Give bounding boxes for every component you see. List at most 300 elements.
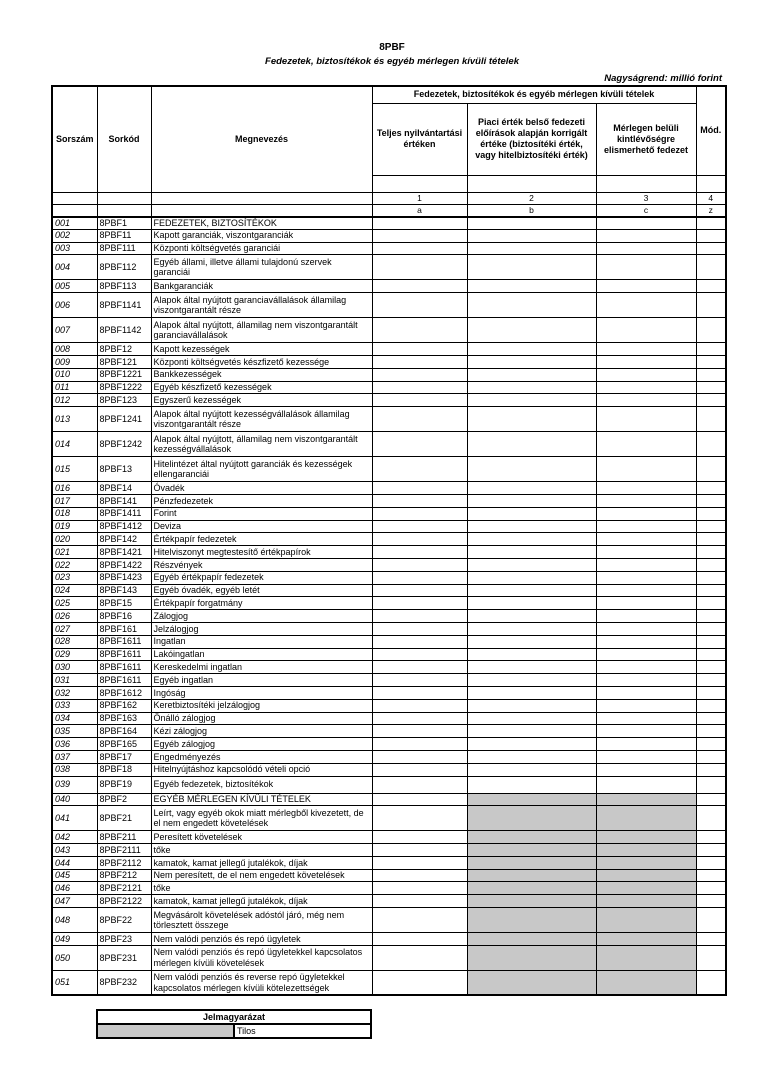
table-row — [52, 725, 726, 738]
row-number: 042 — [52, 831, 97, 844]
cell-mod[interactable] — [696, 494, 726, 507]
cell-col2[interactable] — [467, 242, 596, 255]
cell-mod[interactable] — [696, 597, 726, 610]
table-row — [52, 355, 726, 368]
row-number: 044 — [52, 856, 97, 869]
header-gap — [596, 175, 696, 192]
cell-mod[interactable] — [696, 343, 726, 356]
cell-col2[interactable] — [467, 407, 596, 432]
cell-mod[interactable] — [696, 610, 726, 623]
cell-col1[interactable] — [372, 432, 467, 457]
row-code: 8PBF2121 — [97, 882, 151, 895]
cell-col2 — [467, 882, 596, 895]
cell-col1[interactable] — [372, 674, 467, 687]
cell-col1[interactable] — [372, 407, 467, 432]
header-gap — [696, 175, 726, 192]
cell-col3[interactable] — [596, 763, 696, 776]
cell-col3[interactable] — [596, 610, 696, 623]
col-letter: c — [596, 204, 696, 217]
cell-col3[interactable] — [596, 725, 696, 738]
cell-col2[interactable] — [467, 355, 596, 368]
cell-col3[interactable] — [596, 674, 696, 687]
cell-col3[interactable] — [596, 343, 696, 356]
cell-col1[interactable] — [372, 558, 467, 571]
row-name: Peresített követelések — [151, 831, 372, 844]
row-name: Hitelnyújtáshoz kapcsolódó vételi opció — [151, 763, 372, 776]
cell-col2 — [467, 844, 596, 857]
row-code: 8PBF1241 — [97, 407, 151, 432]
cell-col2 — [467, 793, 596, 806]
cell-col1[interactable] — [372, 255, 467, 280]
cell-col1[interactable] — [372, 394, 467, 407]
cell-mod[interactable] — [696, 661, 726, 674]
cell-col2 — [467, 970, 596, 995]
cell-mod[interactable] — [696, 725, 726, 738]
cell-col2[interactable] — [467, 507, 596, 520]
row-code: 8PBF2 — [97, 793, 151, 806]
cell-col2[interactable] — [467, 750, 596, 763]
row-number: 005 — [52, 280, 97, 293]
cell-mod[interactable] — [696, 635, 726, 648]
cell-col2[interactable] — [467, 533, 596, 546]
table-row — [52, 686, 726, 699]
row-name: Ingóság — [151, 686, 372, 699]
row-name: Egyéb fedezetek, biztosítékok — [151, 776, 372, 793]
cell-col3 — [596, 933, 696, 946]
row-code: 8PBF1422 — [97, 558, 151, 571]
cell-col2 — [467, 908, 596, 933]
cell-col2[interactable] — [467, 584, 596, 597]
cell-col3 — [596, 970, 696, 995]
cell-col3[interactable] — [596, 622, 696, 635]
cell-mod[interactable] — [696, 933, 726, 946]
cell-col3[interactable] — [596, 507, 696, 520]
row-number: 035 — [52, 725, 97, 738]
cell-col2 — [467, 806, 596, 831]
cell-col3[interactable] — [596, 648, 696, 661]
cell-mod[interactable] — [696, 793, 726, 806]
row-name: Kézi zálogjog — [151, 725, 372, 738]
cell-mod[interactable] — [696, 255, 726, 280]
cell-col3[interactable] — [596, 381, 696, 394]
cell-col1[interactable] — [372, 661, 467, 674]
cell-col3[interactable] — [596, 217, 696, 230]
cell-mod[interactable] — [696, 844, 726, 857]
cell-mod[interactable] — [696, 229, 726, 242]
row-number: 002 — [52, 229, 97, 242]
cell-col1[interactable] — [372, 229, 467, 242]
header-blank — [97, 192, 151, 204]
table-row — [52, 970, 726, 995]
row-code: 8PBF19 — [97, 776, 151, 793]
cell-col3[interactable] — [596, 394, 696, 407]
cell-mod[interactable] — [696, 738, 726, 751]
row-name: Keretbiztosítéki jelzálogjog — [151, 699, 372, 712]
row-number: 048 — [52, 908, 97, 933]
cell-col2[interactable] — [467, 520, 596, 533]
cell-mod[interactable] — [696, 432, 726, 457]
cell-mod[interactable] — [696, 750, 726, 763]
header-group: Fedezetek, biztosítékok és egyéb mérlegen kívüli tételek — [372, 86, 696, 103]
cell-col3[interactable] — [596, 457, 696, 482]
cell-col1[interactable] — [372, 776, 467, 793]
row-number: 007 — [52, 318, 97, 343]
table-row — [52, 229, 726, 242]
cell-col2[interactable] — [467, 648, 596, 661]
cell-col1[interactable] — [372, 856, 467, 869]
cell-col1[interactable] — [372, 945, 467, 970]
table-row — [52, 856, 726, 869]
row-name: EGYÉB MÉRLEGEN KÍVÜLI TÉTELEK — [151, 793, 372, 806]
cell-mod[interactable] — [696, 869, 726, 882]
cell-col1[interactable] — [372, 457, 467, 482]
cell-col1[interactable] — [372, 970, 467, 995]
cell-col1[interactable] — [372, 831, 467, 844]
cell-col1[interactable] — [372, 242, 467, 255]
table-row — [52, 844, 726, 857]
row-code: 8PBF1221 — [97, 368, 151, 381]
cell-col1[interactable] — [372, 712, 467, 725]
cell-col2[interactable] — [467, 229, 596, 242]
cell-mod[interactable] — [696, 381, 726, 394]
legend-swatch — [97, 1024, 234, 1038]
row-code: 8PBF2112 — [97, 856, 151, 869]
header-col3: Mérlegen belüli kintlévőségre elismerhető fedezet — [596, 103, 696, 175]
cell-mod[interactable] — [696, 457, 726, 482]
row-number: 021 — [52, 546, 97, 559]
header-blank — [52, 204, 97, 217]
cell-col2[interactable] — [467, 763, 596, 776]
cell-col2[interactable] — [467, 622, 596, 635]
header-col1: Teljes nyilvántartási értéken — [372, 103, 467, 175]
row-code: 8PBF23 — [97, 933, 151, 946]
row-name: Forint — [151, 507, 372, 520]
cell-col3[interactable] — [596, 432, 696, 457]
cell-col3[interactable] — [596, 738, 696, 751]
row-number: 047 — [52, 895, 97, 908]
row-name: Alapok által nyújtott, államilag nem viszontgarantált garanciavállalások — [151, 318, 372, 343]
table-row — [52, 394, 726, 407]
row-name: Pénzfedezetek — [151, 494, 372, 507]
cell-mod[interactable] — [696, 712, 726, 725]
row-name: Egyéb óvadék, egyéb letét — [151, 584, 372, 597]
cell-col2 — [467, 856, 596, 869]
row-number: 043 — [52, 844, 97, 857]
cell-col3[interactable] — [596, 242, 696, 255]
cell-col3[interactable] — [596, 661, 696, 674]
cell-mod[interactable] — [696, 394, 726, 407]
cell-col2[interactable] — [467, 699, 596, 712]
cell-col3[interactable] — [596, 546, 696, 559]
row-code: 8PBF16 — [97, 610, 151, 623]
table-row — [52, 507, 726, 520]
cell-mod[interactable] — [696, 674, 726, 687]
cell-col1[interactable] — [372, 869, 467, 882]
cell-col2[interactable] — [467, 368, 596, 381]
cell-col1[interactable] — [372, 844, 467, 857]
cell-col2[interactable] — [467, 217, 596, 230]
row-code: 8PBF1611 — [97, 661, 151, 674]
cell-col1[interactable] — [372, 622, 467, 635]
cell-col3[interactable] — [596, 280, 696, 293]
data-table — [51, 85, 727, 996]
row-name: Hitelintézet által nyújtott garanciák és kezességek ellengaranciái — [151, 457, 372, 482]
row-number: 020 — [52, 533, 97, 546]
cell-col2[interactable] — [467, 610, 596, 623]
row-name: Önálló zálogjog — [151, 712, 372, 725]
cell-mod[interactable] — [696, 546, 726, 559]
cell-col2[interactable] — [467, 457, 596, 482]
table-row — [52, 457, 726, 482]
table-row — [52, 597, 726, 610]
row-name: Lakóingatlan — [151, 648, 372, 661]
cell-col1[interactable] — [372, 280, 467, 293]
row-code: 8PBF1612 — [97, 686, 151, 699]
cell-mod[interactable] — [696, 293, 726, 318]
row-code: 8PBF231 — [97, 945, 151, 970]
cell-col2[interactable] — [467, 494, 596, 507]
cell-col3[interactable] — [596, 482, 696, 495]
cell-col3[interactable] — [596, 355, 696, 368]
cell-col3[interactable] — [596, 368, 696, 381]
cell-col3[interactable] — [596, 597, 696, 610]
cell-col1[interactable] — [372, 507, 467, 520]
cell-col1[interactable] — [372, 750, 467, 763]
cell-col3[interactable] — [596, 407, 696, 432]
cell-col3[interactable] — [596, 635, 696, 648]
cell-col3[interactable] — [596, 255, 696, 280]
cell-col3[interactable] — [596, 293, 696, 318]
cell-col3[interactable] — [596, 533, 696, 546]
cell-mod[interactable] — [696, 407, 726, 432]
cell-col2[interactable] — [467, 674, 596, 687]
row-name: Értékpapír fedezetek — [151, 533, 372, 546]
cell-col3[interactable] — [596, 712, 696, 725]
row-number: 024 — [52, 584, 97, 597]
table-row — [52, 584, 726, 597]
cell-col1[interactable] — [372, 494, 467, 507]
cell-col1[interactable] — [372, 520, 467, 533]
unit-label: Nagyságrend: millió forint — [604, 73, 722, 84]
cell-col2[interactable] — [467, 343, 596, 356]
cell-col1[interactable] — [372, 533, 467, 546]
col-letter: a — [372, 204, 467, 217]
row-code: 8PBF123 — [97, 394, 151, 407]
cell-mod[interactable] — [696, 571, 726, 584]
cell-col3[interactable] — [596, 318, 696, 343]
cell-mod[interactable] — [696, 217, 726, 230]
cell-col1[interactable] — [372, 381, 467, 394]
cell-col3[interactable] — [596, 750, 696, 763]
cell-col1[interactable] — [372, 318, 467, 343]
table-row — [52, 610, 726, 623]
row-code: 8PBF111 — [97, 242, 151, 255]
row-name: Egyéb értékpapír fedezetek — [151, 571, 372, 584]
row-number: 036 — [52, 738, 97, 751]
cell-col1[interactable] — [372, 725, 467, 738]
row-name: Alapok által nyújtott garanciavállalások államilag viszontgarantált része — [151, 293, 372, 318]
table-row — [52, 622, 726, 635]
cell-col2[interactable] — [467, 558, 596, 571]
cell-mod[interactable] — [696, 895, 726, 908]
row-number: 050 — [52, 945, 97, 970]
cell-mod[interactable] — [696, 520, 726, 533]
cell-mod[interactable] — [696, 763, 726, 776]
row-number: 045 — [52, 869, 97, 882]
row-code: 8PBF11 — [97, 229, 151, 242]
cell-col1[interactable] — [372, 368, 467, 381]
cell-mod[interactable] — [696, 368, 726, 381]
cell-col3 — [596, 908, 696, 933]
cell-col1[interactable] — [372, 738, 467, 751]
row-name: Központi költségvetés garanciái — [151, 242, 372, 255]
row-name: kamatok, kamat jellegű jutalékok, díjak — [151, 856, 372, 869]
cell-col2[interactable] — [467, 394, 596, 407]
cell-col2[interactable] — [467, 432, 596, 457]
cell-col2[interactable] — [467, 776, 596, 793]
cell-mod[interactable] — [696, 482, 726, 495]
cell-col2[interactable] — [467, 293, 596, 318]
table-row — [52, 242, 726, 255]
cell-col1[interactable] — [372, 610, 467, 623]
cell-col2[interactable] — [467, 255, 596, 280]
cell-col3[interactable] — [596, 571, 696, 584]
cell-mod[interactable] — [696, 882, 726, 895]
row-name: Bankkezességek — [151, 368, 372, 381]
cell-col1[interactable] — [372, 686, 467, 699]
cell-col3 — [596, 806, 696, 831]
header-megnevezes: Megnevezés — [151, 86, 372, 192]
row-code: 8PBF211 — [97, 831, 151, 844]
cell-col2[interactable] — [467, 725, 596, 738]
row-code: 8PBF1242 — [97, 432, 151, 457]
row-number: 046 — [52, 882, 97, 895]
row-number: 012 — [52, 394, 97, 407]
cell-mod[interactable] — [696, 355, 726, 368]
cell-col1[interactable] — [372, 597, 467, 610]
cell-col1[interactable] — [372, 546, 467, 559]
cell-mod[interactable] — [696, 806, 726, 831]
row-number: 022 — [52, 558, 97, 571]
cell-col3[interactable] — [596, 229, 696, 242]
cell-col1[interactable] — [372, 793, 467, 806]
cell-col1[interactable] — [372, 355, 467, 368]
cell-col2[interactable] — [467, 571, 596, 584]
cell-mod[interactable] — [696, 699, 726, 712]
cell-col3[interactable] — [596, 494, 696, 507]
row-number: 028 — [52, 635, 97, 648]
cell-col2[interactable] — [467, 635, 596, 648]
cell-col1[interactable] — [372, 763, 467, 776]
cell-mod[interactable] — [696, 831, 726, 844]
cell-col1[interactable] — [372, 217, 467, 230]
cell-col1[interactable] — [372, 882, 467, 895]
cell-mod[interactable] — [696, 584, 726, 597]
cell-col2[interactable] — [467, 661, 596, 674]
cell-mod[interactable] — [696, 970, 726, 995]
cell-col1[interactable] — [372, 482, 467, 495]
row-number: 003 — [52, 242, 97, 255]
cell-mod[interactable] — [696, 280, 726, 293]
row-code: 8PBF143 — [97, 584, 151, 597]
row-code: 8PBF165 — [97, 738, 151, 751]
cell-col2[interactable] — [467, 686, 596, 699]
cell-mod[interactable] — [696, 622, 726, 635]
cell-col3 — [596, 945, 696, 970]
row-number: 037 — [52, 750, 97, 763]
cell-col1[interactable] — [372, 699, 467, 712]
cell-mod[interactable] — [696, 648, 726, 661]
table-row — [52, 895, 726, 908]
cell-mod[interactable] — [696, 945, 726, 970]
row-code: 8PBF1222 — [97, 381, 151, 394]
row-name: Egyszerű kezességek — [151, 394, 372, 407]
cell-mod[interactable] — [696, 507, 726, 520]
cell-col3[interactable] — [596, 520, 696, 533]
cell-col3[interactable] — [596, 699, 696, 712]
cell-mod[interactable] — [696, 242, 726, 255]
row-name: Kereskedelmi ingatlan — [151, 661, 372, 674]
cell-col2[interactable] — [467, 546, 596, 559]
cell-mod[interactable] — [696, 856, 726, 869]
cell-col3[interactable] — [596, 558, 696, 571]
cell-mod[interactable] — [696, 686, 726, 699]
cell-mod[interactable] — [696, 908, 726, 933]
cell-col3[interactable] — [596, 584, 696, 597]
table-row — [52, 432, 726, 457]
cell-mod[interactable] — [696, 558, 726, 571]
cell-col2[interactable] — [467, 482, 596, 495]
row-name: kamatok, kamat jellegű jutalékok, díjak — [151, 895, 372, 908]
row-code: 8PBF1611 — [97, 635, 151, 648]
cell-col1[interactable] — [372, 635, 467, 648]
cell-col1[interactable] — [372, 293, 467, 318]
cell-col3[interactable] — [596, 686, 696, 699]
cell-col1[interactable] — [372, 908, 467, 933]
row-code: 8PBF1423 — [97, 571, 151, 584]
cell-mod[interactable] — [696, 318, 726, 343]
row-code: 8PBF1 — [97, 217, 151, 230]
cell-col1[interactable] — [372, 806, 467, 831]
cell-col2[interactable] — [467, 280, 596, 293]
header-sorkod: Sorkód — [97, 86, 151, 192]
cell-col1[interactable] — [372, 584, 467, 597]
table-row — [52, 381, 726, 394]
table-row — [52, 661, 726, 674]
cell-col2[interactable] — [467, 738, 596, 751]
row-code: 8PBF121 — [97, 355, 151, 368]
cell-col2[interactable] — [467, 318, 596, 343]
cell-mod[interactable] — [696, 776, 726, 793]
table-row — [52, 776, 726, 793]
cell-col1[interactable] — [372, 571, 467, 584]
cell-col3[interactable] — [596, 776, 696, 793]
cell-col2[interactable] — [467, 712, 596, 725]
row-number: 032 — [52, 686, 97, 699]
cell-mod[interactable] — [696, 533, 726, 546]
row-code: 8PBF14 — [97, 482, 151, 495]
cell-col1[interactable] — [372, 895, 467, 908]
row-number: 019 — [52, 520, 97, 533]
form-title: Fedezetek, biztosítékok és egyéb mérlegen kívüli tételek — [265, 56, 519, 67]
cell-col1[interactable] — [372, 648, 467, 661]
row-name: Nem peresített, de el nem engedett követelések — [151, 869, 372, 882]
cell-col2[interactable] — [467, 597, 596, 610]
cell-col1[interactable] — [372, 343, 467, 356]
cell-col1[interactable] — [372, 933, 467, 946]
cell-col2[interactable] — [467, 381, 596, 394]
row-code: 8PBF232 — [97, 970, 151, 995]
